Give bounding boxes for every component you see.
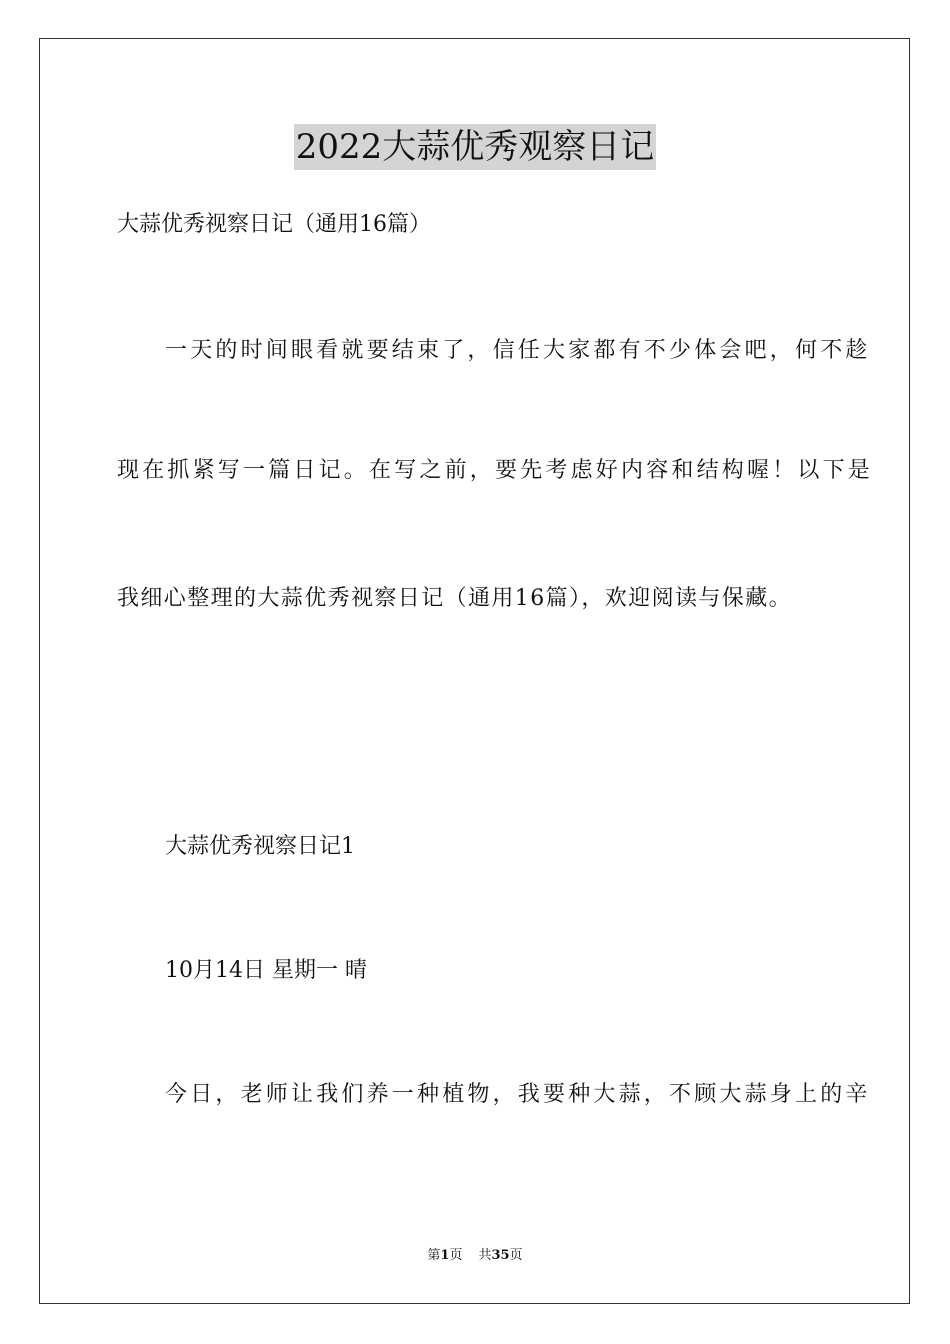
- document-subtitle: 大蒜优秀视察日记（通用16篇）: [117, 212, 431, 237]
- page-current: 1: [440, 1248, 450, 1263]
- intro-line-3: 我细心整理的大蒜优秀视察日记（通用16篇），欢迎阅读与保藏。: [117, 586, 792, 611]
- total-prefix: 共: [478, 1248, 492, 1263]
- document-title: 2022大蒜优秀观察日记: [294, 124, 657, 170]
- intro-line-1: 一天的时间眼看就要结束了，信任大家都有不少体会吧，何不趁: [165, 338, 871, 363]
- page-footer: [0, 1246, 950, 1266]
- diary-date-line: 10月14日 星期一 晴: [165, 958, 367, 983]
- page-suffix: 页: [449, 1248, 463, 1263]
- body-line-1: 今日，老师让我们养一种植物，我要种大蒜，不顾大蒜身上的辛: [165, 1082, 871, 1107]
- page-prefix: 第: [427, 1248, 441, 1263]
- section-heading: 大蒜优秀视察日记1: [165, 834, 355, 859]
- total-pages: 35: [491, 1248, 510, 1263]
- title-container: [0, 124, 950, 170]
- intro-line-2: 现在抓紧写一篇日记。在写之前，要先考虑好内容和结构喔！以下是: [117, 458, 874, 483]
- total-suffix: 页: [509, 1248, 523, 1263]
